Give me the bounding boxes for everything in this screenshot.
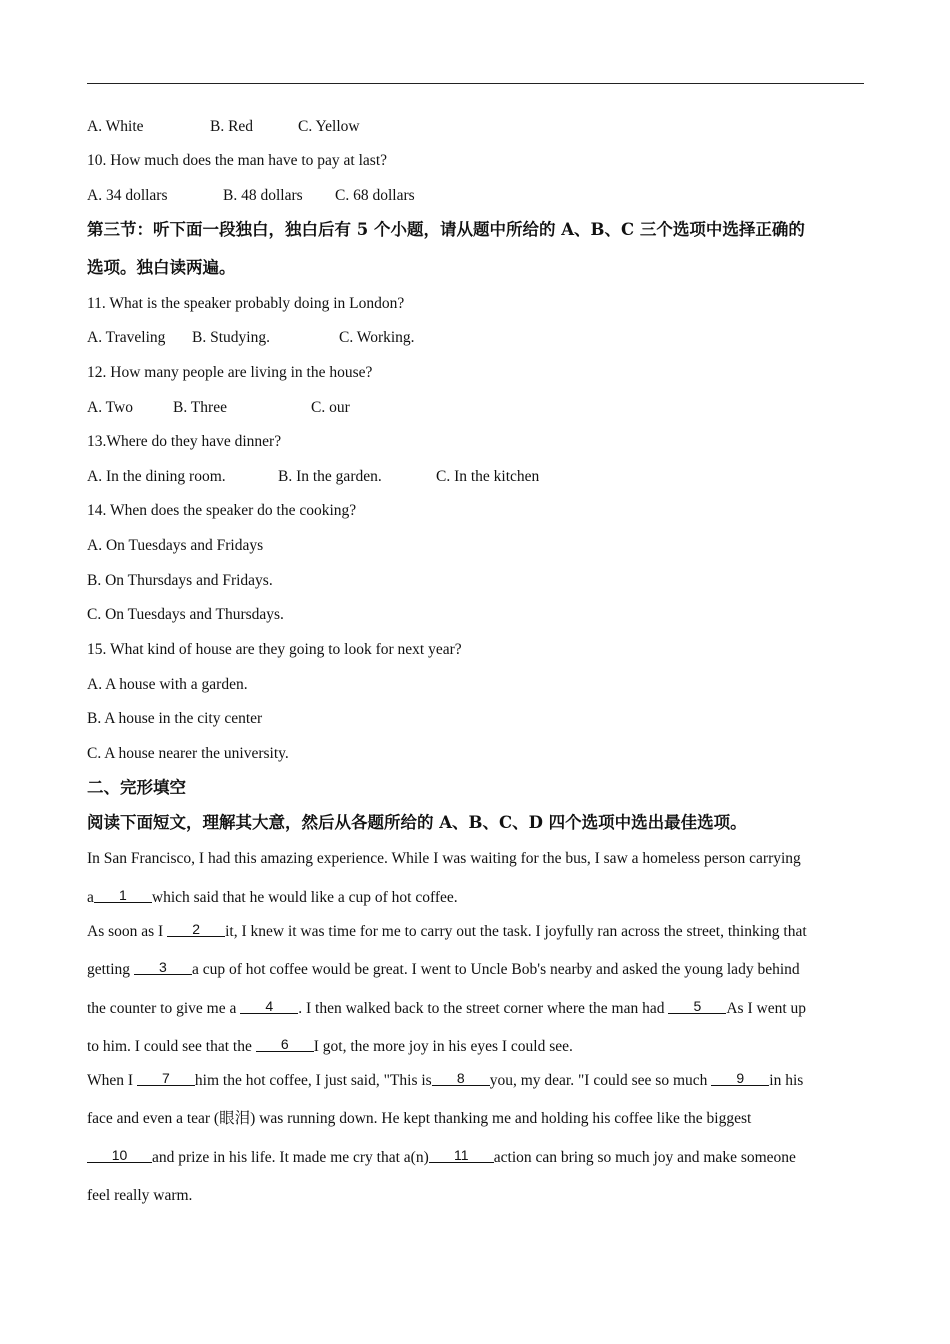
q10-option-b[interactable]: B. 48 dollars bbox=[223, 187, 303, 204]
q11-option-b[interactable]: B. Studying. bbox=[192, 329, 270, 346]
q15-option-b[interactable]: B. A house in the city center bbox=[87, 710, 263, 727]
passage-text: and prize in his life. It made me cry that a(n) bbox=[152, 1149, 429, 1166]
q9-option-b[interactable]: B. Red bbox=[210, 118, 254, 135]
q10-option-c[interactable]: C. 68 dollars bbox=[335, 187, 415, 204]
blank-9[interactable]: 9 bbox=[711, 1071, 769, 1086]
q15-question: 15. What kind of house are they going to look for next year? bbox=[87, 641, 462, 658]
passage-line-4 bbox=[87, 960, 800, 980]
passage-text: it, I knew it was time for me to carry out the task. I joyfully ran across the street, thinking that bbox=[225, 923, 807, 940]
passage-text: . I then walked back to the street corner where the man had bbox=[298, 1000, 669, 1017]
q10-option-a[interactable]: A. 34 dollars bbox=[87, 187, 168, 204]
blank-1[interactable]: 1 bbox=[94, 888, 152, 903]
q11-option-a[interactable]: A. Traveling bbox=[87, 329, 166, 346]
part2-title: 二、完形填空 bbox=[87, 778, 186, 797]
passage-text: a cup of hot coffee would be great. I went to Uncle Bob's nearby and asked the young lady behind bbox=[191, 961, 800, 978]
passage-line-6 bbox=[87, 1037, 573, 1057]
passage-line-10: feel really warm. bbox=[87, 1187, 193, 1204]
q11-options bbox=[87, 328, 415, 348]
passage-text: a bbox=[87, 889, 94, 906]
blank-11[interactable]: 11 bbox=[429, 1148, 494, 1163]
section3-heading-line2: 选项。独白读两遍。 bbox=[87, 258, 236, 277]
passage-text: which said that he would like a cup of hot coffee. bbox=[151, 889, 458, 906]
q11-question: 11. What is the speaker probably doing in London? bbox=[87, 295, 405, 312]
section3-heading-line1: 第三节：听下面一段独白，独白后有 5 个小题，请从题中所给的 A、B、C 三个选项中选择正确的 bbox=[87, 220, 805, 239]
q9-option-c[interactable]: C. Yellow bbox=[298, 118, 360, 135]
blank-7[interactable]: 7 bbox=[137, 1071, 195, 1086]
blank-6[interactable]: 6 bbox=[256, 1037, 314, 1052]
passage-text: getting bbox=[87, 961, 134, 978]
passage-text: the counter to give me a bbox=[87, 1000, 241, 1017]
q12-options bbox=[87, 398, 350, 418]
q13-option-c[interactable]: C. In the kitchen bbox=[436, 468, 540, 485]
q13-option-b[interactable]: B. In the garden. bbox=[278, 468, 382, 485]
q14-question: 14. When does the speaker do the cooking? bbox=[87, 502, 357, 519]
passage-line-8: face and even a tear (眼泪) was running down. He kept thanking me and holding his coffee like the biggest bbox=[87, 1110, 752, 1127]
passage-text: I got, the more joy in his eyes I could see. bbox=[313, 1038, 573, 1055]
q10-question: 10. How much does the man have to pay at last? bbox=[87, 152, 388, 169]
passage-line-1: In San Francisco, I had this amazing experience. While I was waiting for the bus, I saw a homeless person carrying bbox=[87, 850, 801, 867]
passage-text: you, my dear. "I could see so much bbox=[489, 1072, 712, 1089]
passage-text: As soon as I bbox=[87, 923, 168, 940]
q14-option-a[interactable]: A. On Tuesdays and Fridays bbox=[87, 537, 264, 554]
q12-option-c[interactable]: C. our bbox=[311, 399, 350, 416]
q11-option-c[interactable]: C. Working. bbox=[339, 329, 415, 346]
blank-4[interactable]: 4 bbox=[240, 999, 298, 1014]
q12-option-a[interactable]: A. Two bbox=[87, 399, 133, 416]
passage-text: in his bbox=[769, 1072, 804, 1089]
q14-option-b[interactable]: B. On Thursdays and Fridays. bbox=[87, 572, 273, 589]
blank-8[interactable]: 8 bbox=[432, 1071, 490, 1086]
passage-text: When I bbox=[87, 1072, 137, 1089]
blank-5[interactable]: 5 bbox=[668, 999, 726, 1014]
passage-line-3 bbox=[87, 922, 807, 942]
passage-text: action can bring so much joy and make someone bbox=[493, 1149, 796, 1166]
passage-line-9 bbox=[87, 1148, 796, 1168]
passage-line-2 bbox=[87, 888, 458, 908]
passage-text: him the hot coffee, I just said, "This is bbox=[194, 1072, 432, 1089]
q9-options bbox=[87, 117, 360, 137]
passage-text: As I went up bbox=[726, 1000, 807, 1017]
q9-option-a[interactable]: A. White bbox=[87, 118, 144, 135]
q12-question: 12. How many people are living in the house? bbox=[87, 364, 373, 381]
q13-question: 13.Where do they have dinner? bbox=[87, 433, 282, 450]
blank-3[interactable]: 3 bbox=[134, 960, 192, 975]
blank-2[interactable]: 2 bbox=[167, 922, 225, 937]
q10-options bbox=[87, 186, 415, 206]
blank-10[interactable]: 10 bbox=[87, 1148, 152, 1163]
passage-line-7 bbox=[87, 1071, 803, 1091]
q14-option-c[interactable]: C. On Tuesdays and Thursdays. bbox=[87, 606, 284, 623]
q12-option-b[interactable]: B. Three bbox=[173, 399, 227, 416]
q13-option-a[interactable]: A. In the dining room. bbox=[87, 468, 226, 485]
q15-option-a[interactable]: A. A house with a garden. bbox=[87, 676, 248, 693]
passage-line-5 bbox=[87, 999, 806, 1019]
q13-options bbox=[87, 467, 539, 487]
passage-text: to him. I could see that the bbox=[87, 1038, 256, 1055]
part2-instruction: 阅读下面短文，理解其大意，然后从各题所给的 A、B、C、D 四个选项中选出最佳选项。 bbox=[87, 813, 747, 832]
header-rule bbox=[87, 83, 864, 84]
q15-option-c[interactable]: C. A house nearer the university. bbox=[87, 745, 289, 762]
